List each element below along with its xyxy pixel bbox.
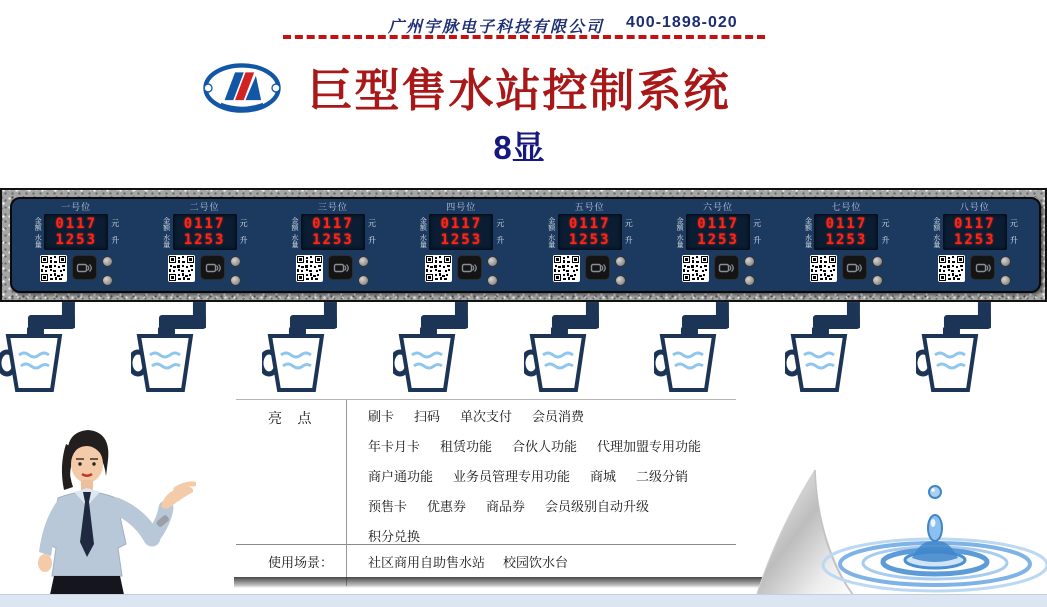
company-name: 广州宇脉电子科技有限公司 (388, 19, 605, 36)
faucet-icon (943, 302, 991, 338)
feature-item: 商品券 (486, 498, 526, 514)
feature-row (368, 490, 728, 520)
red-dashed-divider (283, 35, 765, 39)
volume-value: 1253 (697, 232, 739, 248)
feature-item: 优惠券 (427, 498, 467, 514)
qr-code (296, 255, 323, 282)
dispenser-unit (269, 199, 397, 291)
water-splash-image (812, 468, 1047, 600)
feature-item: 商户通功能 (368, 468, 434, 484)
qr-code (553, 255, 580, 282)
faucet-and-cup (393, 302, 524, 402)
faucet-and-cup (916, 302, 1047, 402)
amount-label: 金额 (419, 216, 427, 231)
unit-position-label: 七号位 (831, 202, 862, 212)
qr-code (682, 255, 709, 282)
liter-unit-label: 升 (881, 236, 890, 245)
faucet-and-cup (131, 302, 262, 402)
cup-icon (262, 336, 322, 390)
amount-label: 金额 (34, 216, 42, 231)
feature-item: 单次支付 (460, 408, 513, 424)
dispenser-unit (140, 199, 268, 291)
volume-label: 水量 (932, 233, 940, 248)
faucet-icon (550, 302, 598, 338)
unit-position-label: 五号位 (574, 202, 605, 212)
card-reader-icon (714, 255, 739, 280)
amount-label: 金额 (676, 216, 684, 231)
amount-label: 金额 (932, 216, 940, 231)
faucets-row (0, 302, 1047, 402)
features-heading: 亮 点 (268, 410, 312, 426)
card-reader-icon (842, 255, 867, 280)
volume-label: 水量 (34, 233, 42, 248)
card-reader-icon (72, 255, 97, 280)
yumai-logo-icon (202, 60, 282, 116)
qr-code (425, 255, 452, 282)
stop-button-led (358, 275, 369, 286)
card-reader-icon (970, 255, 995, 280)
led-display (44, 214, 108, 250)
feature-row (368, 430, 728, 460)
faucet-and-cup (524, 302, 655, 402)
volume-value: 1253 (825, 232, 868, 248)
scenario-item: 校园饮水台 (503, 555, 569, 570)
led-display (686, 214, 750, 250)
amount-label: 金额 (547, 216, 555, 231)
feature-item: 商城 (590, 468, 617, 484)
unit-position-label: 四号位 (446, 202, 477, 212)
volume-label: 水量 (804, 233, 812, 248)
yuan-unit-label: 元 (624, 219, 633, 228)
amount-label: 金额 (804, 216, 812, 231)
liter-unit-label: 升 (1009, 236, 1018, 245)
stop-button-led (487, 275, 498, 286)
led-display (814, 214, 878, 250)
unit-position-label: 三号位 (317, 202, 348, 212)
volume-label: 水量 (162, 233, 170, 248)
features-section (236, 399, 736, 586)
feature-item: 代理加盟专用功能 (597, 438, 702, 454)
start-button-led (1000, 256, 1011, 267)
amount-value: 0117 (183, 216, 226, 232)
cup-icon (0, 336, 60, 390)
presenter-woman-image (6, 426, 196, 604)
liter-unit-label: 升 (753, 236, 762, 245)
faucet-icon (158, 302, 206, 338)
phone-number: 400-1898-020 (626, 14, 738, 31)
liter-unit-label: 升 (111, 236, 120, 245)
volume-value: 1253 (568, 232, 611, 248)
led-display (429, 214, 493, 250)
amount-value: 0117 (953, 216, 996, 232)
unit-position-label: 六号位 (703, 202, 734, 212)
volume-value: 1253 (440, 232, 483, 248)
control-panel (0, 188, 1047, 302)
feature-item: 租赁功能 (440, 438, 493, 454)
feature-item: 二级分销 (636, 468, 689, 484)
yuan-unit-label: 元 (239, 219, 248, 228)
volume-value: 1253 (55, 232, 98, 248)
faucet-and-cup (785, 302, 916, 402)
amount-label: 金额 (162, 216, 170, 231)
yuan-unit-label: 元 (111, 219, 120, 228)
volume-value: 1253 (183, 232, 226, 248)
display-count-subtitle: 8显 (493, 129, 545, 166)
qr-code (938, 255, 965, 282)
feature-item: 会员级别自动升级 (545, 498, 650, 514)
cup-icon (785, 336, 845, 390)
amount-value: 0117 (825, 216, 868, 232)
yuan-unit-label: 元 (1009, 219, 1018, 228)
cup-icon (916, 336, 976, 390)
stop-button-led (872, 275, 883, 286)
start-button-led (487, 256, 498, 267)
amount-label: 金额 (290, 216, 298, 231)
horizontal-divider (236, 544, 736, 545)
start-button-led (230, 256, 241, 267)
amount-value: 0117 (55, 216, 98, 232)
faucet-icon (420, 302, 468, 338)
faucet-and-cup (0, 302, 131, 402)
yuan-unit-label: 元 (881, 219, 890, 228)
liter-unit-label: 升 (367, 236, 376, 245)
unit-position-label: 八号位 (959, 202, 990, 212)
dispenser-unit (12, 199, 140, 291)
amount-value: 0117 (312, 216, 354, 232)
page-curl-shadow (234, 577, 814, 588)
cup-icon (654, 336, 714, 390)
start-button-led (358, 256, 369, 267)
dispenser-unit (654, 199, 782, 291)
yuan-unit-label: 元 (496, 219, 505, 228)
feature-item: 扫码 (414, 408, 441, 424)
yuan-unit-label: 元 (753, 219, 762, 228)
led-display (558, 214, 622, 250)
liter-unit-label: 升 (496, 236, 505, 245)
qr-code (810, 255, 837, 282)
faucet-icon (681, 302, 729, 338)
panel-board (10, 197, 1041, 293)
start-button-led (744, 256, 755, 267)
amount-value: 0117 (568, 216, 611, 232)
feature-row (368, 520, 728, 550)
led-display (943, 214, 1007, 250)
dispenser-unit (911, 199, 1039, 291)
scenario-heading: 使用场景： (268, 555, 334, 570)
start-button-led (615, 256, 626, 267)
vertical-divider (346, 400, 347, 586)
feature-item: 年卡月卡 (368, 438, 421, 454)
qr-code (40, 255, 67, 282)
stop-button-led (744, 275, 755, 286)
feature-item: 业务员管理专用功能 (453, 468, 571, 484)
yuan-unit-label: 元 (367, 219, 376, 228)
feature-item: 预售卡 (368, 498, 408, 514)
stop-button-led (230, 275, 241, 286)
volume-value: 1253 (953, 232, 996, 248)
feature-item: 积分兑换 (368, 528, 421, 544)
start-button-led (872, 256, 883, 267)
card-reader-icon (585, 255, 610, 280)
volume-value: 1253 (312, 232, 354, 248)
led-display (301, 214, 365, 250)
dispenser-unit (397, 199, 525, 291)
faucet-icon (289, 302, 337, 338)
led-display (173, 214, 237, 250)
card-reader-icon (200, 255, 225, 280)
cup-icon (524, 336, 584, 390)
dispenser-unit (782, 199, 910, 291)
unit-position-label: 一号位 (61, 202, 92, 212)
feature-row (368, 400, 728, 430)
feature-list (368, 400, 728, 550)
bottom-strip (0, 594, 1047, 607)
unit-position-label: 二号位 (189, 202, 220, 212)
card-reader-icon (457, 255, 482, 280)
dispenser-unit (526, 199, 654, 291)
cup-icon (393, 336, 453, 390)
volume-label: 水量 (547, 233, 555, 248)
feature-item: 会员消费 (532, 408, 585, 424)
qr-code (168, 255, 195, 282)
feature-row (368, 460, 728, 490)
liter-unit-label: 升 (239, 236, 248, 245)
stop-button-led (615, 275, 626, 286)
faucet-icon (812, 302, 860, 338)
faucet-and-cup (654, 302, 785, 402)
volume-label: 水量 (290, 233, 298, 248)
page-title: 巨型售水站控制系统 (307, 65, 731, 116)
faucet-icon (27, 302, 75, 338)
liter-unit-label: 升 (624, 236, 633, 245)
stop-button-led (102, 275, 113, 286)
feature-item: 合伙人功能 (512, 438, 578, 454)
amount-value: 0117 (697, 216, 739, 232)
cup-icon (131, 336, 191, 390)
amount-value: 0117 (440, 216, 483, 232)
volume-label: 水量 (676, 233, 684, 248)
scenario-item: 社区商用自助售水站 (368, 555, 486, 570)
start-button-led (102, 256, 113, 267)
stop-button-led (1000, 275, 1011, 286)
feature-item: 刷卡 (368, 408, 395, 424)
faucet-and-cup (262, 302, 393, 402)
volume-label: 水量 (419, 233, 427, 248)
scenario-list (368, 552, 568, 571)
card-reader-icon (328, 255, 353, 280)
